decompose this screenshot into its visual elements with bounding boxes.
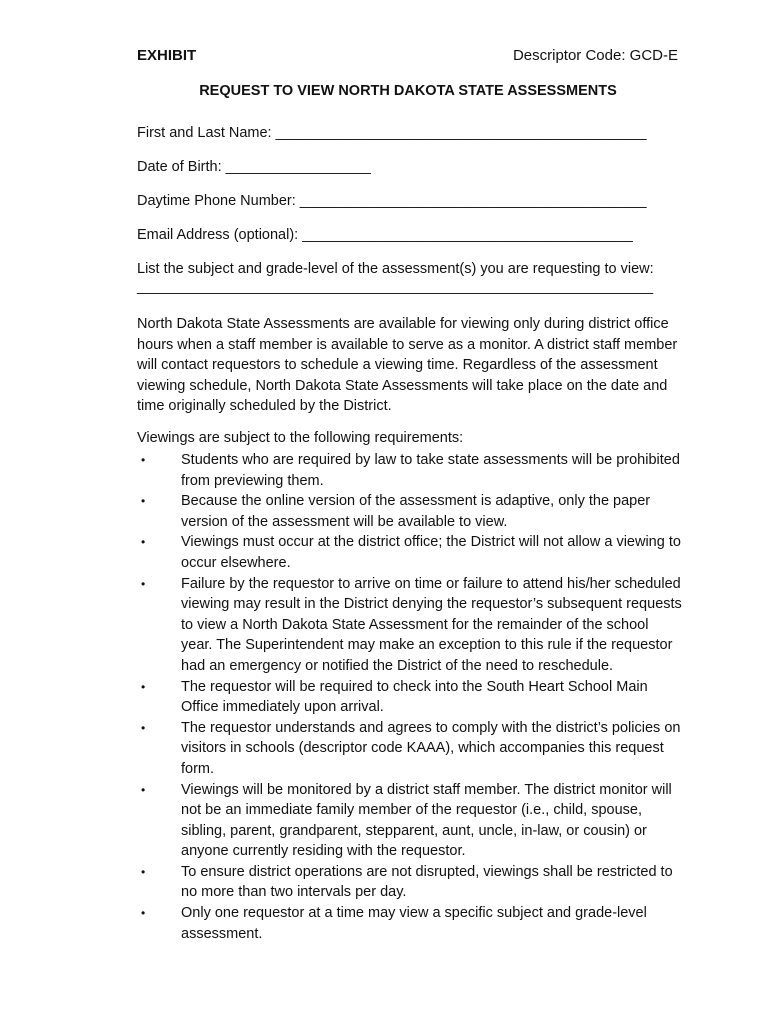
phone-field[interactable]: Daytime Phone Number: ___________________________________________ [137,193,647,209]
requirement-text: The requestor understands and agrees to comply with the district’s policies on visitors in schools (descriptor code KAAA), which accompanies this request form. [181,719,681,777]
requirements-list [137,450,682,944]
list-item [137,532,682,573]
bullet-icon: • [141,494,146,509]
requirement-text: Because the online version of the assessment is adaptive, only the paper version of the assessment will be available to view. [181,493,651,530]
availability-paragraph: North Dakota State Assessments are available for viewing only during district office hours when a staff member is available to serve as a monitor. A district staff member will contact requestors to schedule a viewing time. Regardless of the assessment viewing schedule, North Dakota State Assessments will take place on the date and time originally scheduled by the District. [137,316,678,415]
bullet-icon: • [141,906,146,921]
list-item [137,903,682,944]
list-item [137,718,682,780]
bullet-icon: • [141,864,146,879]
bullet-icon: • [141,679,146,694]
descriptor-code: Descriptor Code: GCD-E [512,47,678,64]
name-field[interactable]: First and Last Name: ______________________________________________ [137,125,647,141]
requirement-text: Students who are required by law to take state assessments will be prohibited from previewing them. [181,452,680,489]
requirement-text: To ensure district operations are not disrupted, viewings shall be restricted to no more than two intervals per day. [181,863,673,901]
list-item [137,862,682,903]
list-item [137,491,682,532]
email-field[interactable]: Email Address (optional): _________________________________________ [137,227,633,243]
requirements-intro: Viewings are subject to the following requirements: [137,430,464,446]
list-item [137,450,682,491]
list-item [137,780,682,862]
dob-field[interactable]: Date of Birth: __________________ [137,159,371,175]
bullet-icon: • [141,576,146,591]
list-item [137,574,682,677]
requirement-text: Viewings must occur at the district office; the District will not allow a viewing to occur elsewhere. [181,534,681,571]
requirement-text: Viewings will be monitored by a district staff member. The district monitor will not be an immediate family member of the requestor (i.e., child, spouse, sibling, parent, grandparent, stepparent, aunt, uncle, in-law, or cousin) or anyone currently residing with the requestor. [181,781,672,860]
exhibit-label: EXHIBIT [137,47,197,64]
subject-label: List the subject and grade-level of the assessment(s) you are requesting to view: [137,261,654,277]
bullet-icon: • [141,720,146,735]
requirement-text: The requestor will be required to check into the South Heart School Main Office immediately upon arrival. [181,678,648,716]
list-item [137,677,682,718]
bullet-icon: • [141,453,146,467]
bullet-icon: • [141,535,146,550]
requirement-text: Only one requestor at a time may view a specific subject and grade-level assessment. [181,905,647,942]
bullet-icon: • [141,782,146,797]
requirement-text: Failure by the requestor to arrive on time or failure to attend his/her scheduled viewing may result in the District denying the requestor’s subsequent requests to view a North Dakota State Assessment for the remainder of the school year. The Superintendent may make an exception to this rule if the requestor had an emergency or notified the District of the need to reschedule. [181,575,682,674]
document-title: REQUEST TO VIEW NORTH DAKOTA STATE ASSESSMENTS [199,83,617,99]
subject-field[interactable]: ________________________________________________________________ [137,279,654,295]
